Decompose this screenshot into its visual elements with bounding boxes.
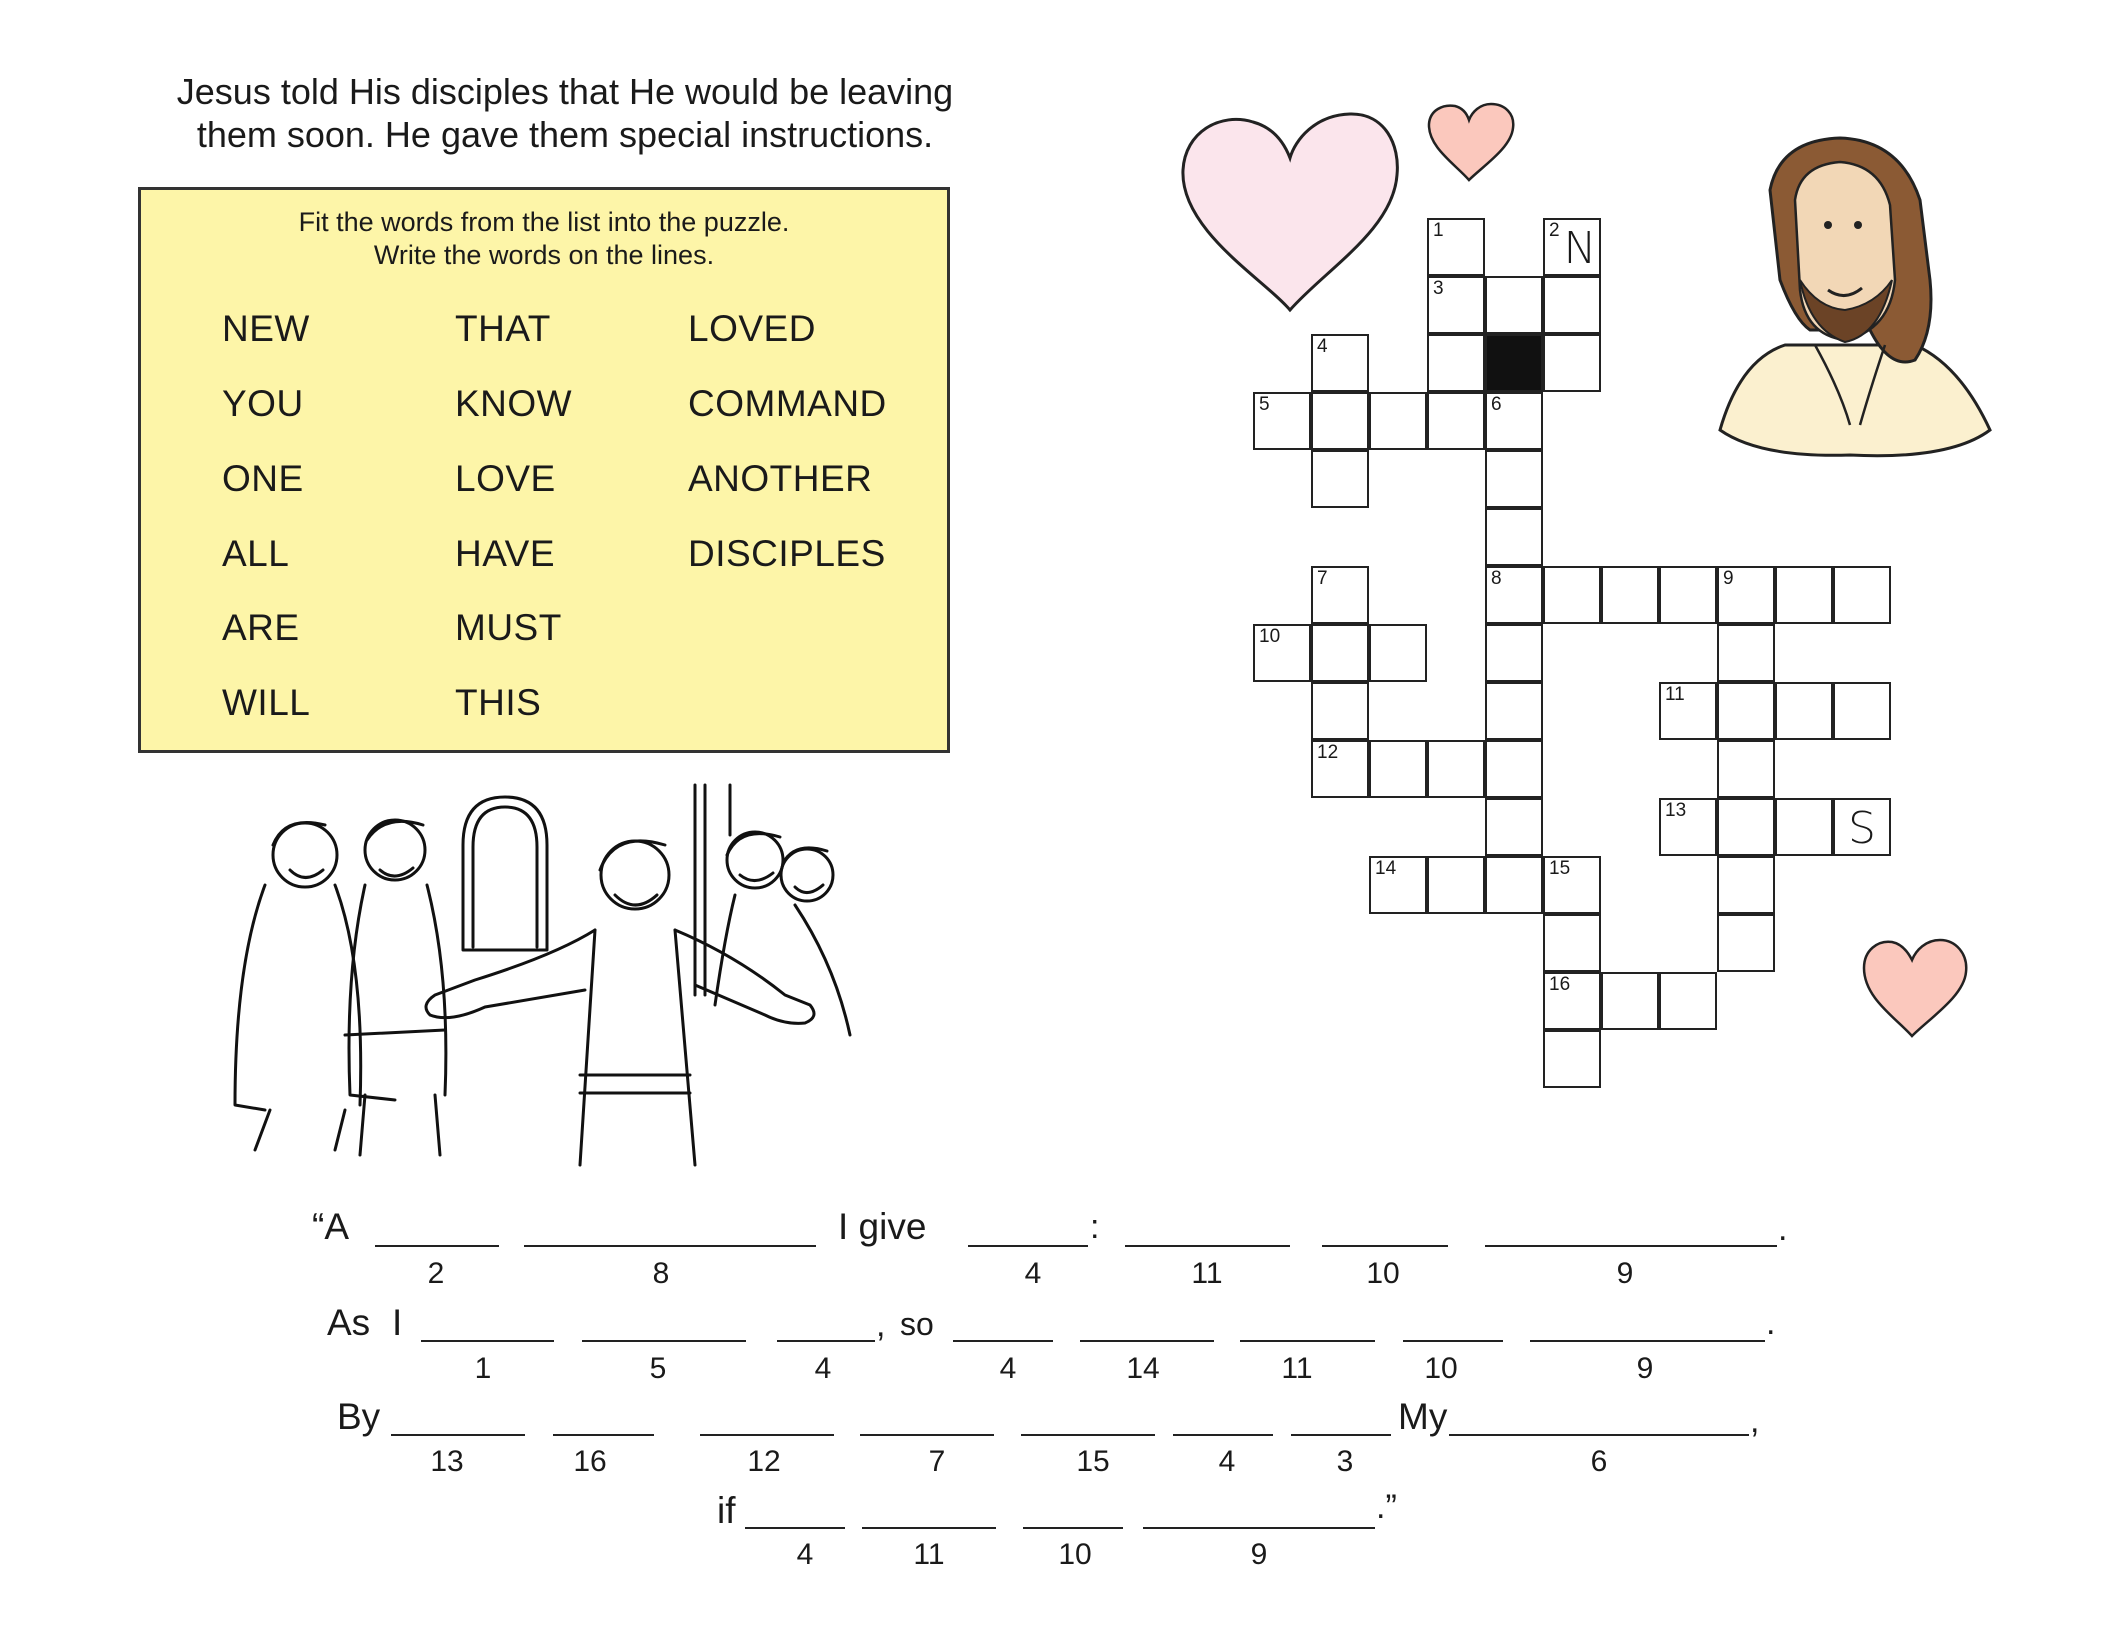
blank-5[interactable] (582, 1340, 746, 1342)
word-have: HAVE (455, 533, 556, 574)
blank-number: 15 (1076, 1445, 1110, 1478)
blank-11[interactable] (1240, 1340, 1375, 1342)
word-this: THIS (455, 682, 542, 723)
word-command: COMMAND (688, 383, 887, 424)
verse-line1-mid: I give (838, 1206, 927, 1247)
blank-number: 11 (913, 1538, 945, 1571)
blank-number: 7 (928, 1445, 946, 1478)
verse-line3-my: My (1398, 1396, 1448, 1437)
verse-line1-start: “A (312, 1206, 349, 1247)
blank-11[interactable] (862, 1527, 996, 1529)
clue-number-2: 2 (1549, 220, 1560, 241)
blank-number: 3 (1336, 1445, 1354, 1478)
crossword-cell[interactable] (1833, 798, 1891, 856)
crossword-cell[interactable] (1717, 566, 1775, 624)
clue-number-12: 12 (1317, 742, 1339, 763)
crossword-cell[interactable] (1543, 914, 1601, 972)
blank-15[interactable] (1021, 1434, 1155, 1436)
intro-line-1: Jesus told His disciples that He would be leaving (176, 71, 954, 112)
word-are: ARE (222, 607, 300, 648)
crossword-cell[interactable] (1717, 914, 1775, 972)
blank-number: 11 (1281, 1352, 1313, 1385)
clue-number-10: 10 (1259, 626, 1281, 647)
word-all: ALL (222, 533, 290, 574)
blank-14[interactable] (1080, 1340, 1214, 1342)
blank-2[interactable] (375, 1245, 499, 1247)
word-that: THAT (455, 308, 551, 349)
blank-10[interactable] (1322, 1245, 1448, 1247)
blank-number: 4 (1024, 1257, 1042, 1290)
blank-number: 10 (1058, 1538, 1092, 1571)
blank-number: 13 (430, 1445, 464, 1478)
given-letter-s: S (1848, 803, 1876, 854)
blank-number: 9 (1636, 1352, 1654, 1385)
crossword-cell[interactable] (1659, 972, 1717, 1030)
word-another: ANOTHER (688, 458, 873, 499)
blank-number: 5 (649, 1352, 667, 1385)
crossword-cell[interactable] (1543, 334, 1601, 392)
blank-number: 1 (474, 1352, 492, 1385)
crossword-cell[interactable] (1775, 798, 1833, 856)
crossword-cell[interactable] (1543, 566, 1601, 624)
crossword-cell[interactable] (1833, 566, 1891, 624)
blank-number: 4 (1218, 1445, 1236, 1478)
crossword-cell[interactable] (1485, 566, 1543, 624)
crossword-cell[interactable] (1543, 1030, 1601, 1088)
crossword-cell[interactable] (1775, 682, 1833, 740)
crossword-cell[interactable] (1369, 740, 1427, 798)
word-loved: LOVED (688, 308, 816, 349)
crossword-cell[interactable] (1369, 624, 1427, 682)
blank-number: 2 (427, 1257, 445, 1290)
blank-number: 4 (814, 1352, 832, 1385)
crossword-cell[interactable] (1485, 392, 1543, 450)
instruction-line-2: Write the words on the lines. (373, 240, 715, 270)
clue-number-4: 4 (1317, 336, 1328, 357)
crossword-cell[interactable] (1717, 856, 1775, 914)
verse-line1-colon: : (1090, 1208, 1100, 1246)
blank-number: 11 (1191, 1257, 1223, 1290)
blank-4[interactable] (953, 1340, 1053, 1342)
clue-number-1: 1 (1433, 220, 1444, 241)
clue-number-8: 8 (1491, 568, 1502, 589)
crossword-cell[interactable] (1485, 682, 1543, 740)
crossword-cell[interactable] (1311, 450, 1369, 508)
blank-13[interactable] (391, 1434, 525, 1436)
crossword-cell[interactable] (1485, 624, 1543, 682)
crossword-cell[interactable] (1543, 218, 1601, 276)
crossword-cell[interactable] (1427, 334, 1485, 392)
blank-number: 9 (1250, 1538, 1268, 1571)
crossword-cell[interactable] (1427, 218, 1485, 276)
crossword-cell[interactable] (1659, 682, 1717, 740)
blank-11[interactable] (1125, 1245, 1290, 1247)
blank-4[interactable] (777, 1340, 875, 1342)
crossword-cell[interactable] (1427, 392, 1485, 450)
crossword-cell[interactable] (1253, 392, 1311, 450)
verse-line3-comma: , (1750, 1402, 1760, 1440)
word-love: LOVE (455, 458, 556, 499)
crossword-cell[interactable] (1311, 334, 1369, 392)
clue-number-5: 5 (1259, 394, 1270, 415)
word-will: WILL (222, 682, 311, 723)
blank-number: 6 (1590, 1445, 1608, 1478)
crossword-cell[interactable] (1485, 276, 1543, 334)
crossword-cell[interactable] (1601, 566, 1659, 624)
verse-line4-start: if (717, 1490, 736, 1531)
blank-9[interactable] (1485, 1245, 1777, 1247)
crossword-cell[interactable] (1601, 972, 1659, 1030)
crossword-cell[interactable] (1659, 566, 1717, 624)
crossword-cell[interactable] (1833, 682, 1891, 740)
clue-number-13: 13 (1665, 800, 1687, 821)
verse-line3-start: By (337, 1396, 381, 1437)
crossword-cell[interactable] (1485, 798, 1543, 856)
crossword-cell[interactable] (1717, 682, 1775, 740)
verse-line2-start: As (327, 1302, 371, 1343)
word-new: NEW (222, 308, 310, 349)
clue-number-15: 15 (1549, 858, 1571, 879)
blank-number: 9 (1616, 1257, 1634, 1290)
crossword-cell[interactable] (1485, 740, 1543, 798)
blank-number: 4 (796, 1538, 814, 1571)
crossword-cell[interactable] (1543, 972, 1601, 1030)
clue-number-16: 16 (1549, 974, 1571, 995)
crossword-cell[interactable] (1485, 508, 1543, 566)
blank-9[interactable] (1143, 1527, 1375, 1529)
blank-6[interactable] (1449, 1434, 1749, 1436)
crossword-cell[interactable] (1311, 392, 1369, 450)
clue-number-3: 3 (1433, 278, 1444, 299)
blank-number: 4 (999, 1352, 1017, 1385)
blank-4[interactable] (968, 1245, 1088, 1247)
crossword-cell[interactable] (1311, 740, 1369, 798)
crossword-cell[interactable] (1427, 276, 1485, 334)
blank-1[interactable] (421, 1340, 554, 1342)
blank-number: 16 (573, 1445, 607, 1478)
crossword-cell[interactable] (1253, 624, 1311, 682)
blank-8[interactable] (524, 1245, 816, 1247)
word-one: ONE (222, 458, 304, 499)
given-letter-n: N (1563, 223, 1597, 274)
crossword-cell[interactable] (1717, 740, 1775, 798)
crossword-cell[interactable] (1311, 566, 1369, 624)
crossword-cell[interactable] (1369, 856, 1427, 914)
crossword-cell[interactable] (1369, 392, 1427, 450)
blank-number: 12 (747, 1445, 781, 1478)
clue-number-14: 14 (1375, 858, 1397, 879)
clue-number-7: 7 (1317, 568, 1328, 589)
blank-3[interactable] (1291, 1434, 1391, 1436)
crossword-cell[interactable] (1543, 856, 1601, 914)
blank-number: 14 (1126, 1352, 1160, 1385)
blank-4[interactable] (745, 1527, 845, 1529)
clue-number-9: 9 (1723, 568, 1734, 589)
verse-line2-comma: , (876, 1306, 886, 1344)
clue-number-11: 11 (1665, 684, 1685, 705)
blank-number: 10 (1424, 1352, 1458, 1385)
crossword-cell[interactable] (1659, 798, 1717, 856)
crossword-cell[interactable] (1717, 624, 1775, 682)
blank-10[interactable] (1403, 1340, 1503, 1342)
blank-10[interactable] (1023, 1527, 1123, 1529)
word-know: KNOW (455, 383, 573, 424)
word-must: MUST (455, 607, 562, 648)
word-disciples: DISCIPLES (688, 533, 886, 574)
crossword-cell[interactable] (1427, 740, 1485, 798)
verse-line2-so: so (900, 1306, 934, 1342)
crossword-cell[interactable] (1311, 682, 1369, 740)
crossword-cell[interactable] (1717, 798, 1775, 856)
blank-7[interactable] (860, 1434, 994, 1436)
blank-number: 8 (652, 1257, 670, 1290)
verse-line2-end: . (1766, 1304, 1776, 1342)
blank-12[interactable] (700, 1434, 834, 1436)
crossword-cell[interactable] (1311, 624, 1369, 682)
blocked-cell (1485, 334, 1543, 392)
crossword-cell[interactable] (1427, 856, 1485, 914)
blank-9[interactable] (1530, 1340, 1765, 1342)
intro-line-2: them soon. He gave them special instructions. (196, 114, 934, 155)
word-you: YOU (222, 383, 304, 424)
instruction-line-1: Fit the words from the list into the puzzle. (298, 207, 790, 237)
blank-4[interactable] (1173, 1434, 1273, 1436)
crossword-cell[interactable] (1485, 856, 1543, 914)
verse-line2-i: I (392, 1302, 403, 1343)
crossword-cell[interactable] (1543, 276, 1601, 334)
crossword-cell[interactable] (1775, 566, 1833, 624)
verse-line1-end: . (1778, 1210, 1788, 1248)
blank-number: 10 (1366, 1257, 1400, 1290)
verse-line4-end: .” (1376, 1488, 1397, 1526)
blank-16[interactable] (553, 1434, 654, 1436)
clue-number-6: 6 (1491, 394, 1502, 415)
crossword-cell[interactable] (1485, 450, 1543, 508)
